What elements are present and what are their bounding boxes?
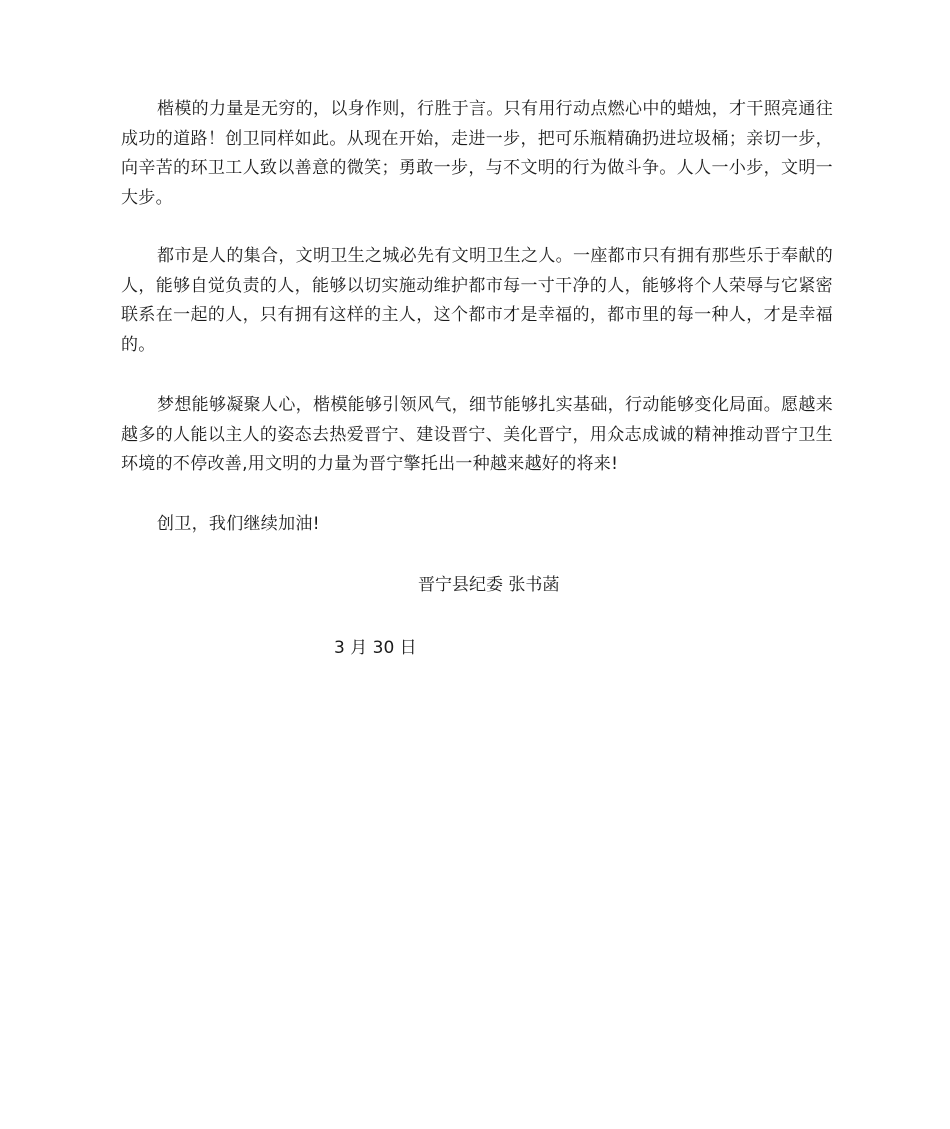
body-paragraph-2: 都市是人的集合，文明卫生之城必先有文明卫生之人。一座都市只有拥有那些乐于奉献的人，能够自觉负责的人，能够以切实施动维护都市每一寸干净的人，能够将个人荣辱与它紧密联系在一起的人，只有拥有这样的主人，这个都市才是幸福的，都市里的每一种人，才是幸福的。 (121, 246, 833, 355)
author-signature: 晋宁县纪委 张书菡 (418, 575, 560, 595)
body-paragraph-1: 楷模的力量是无穷的，以身作则，行胜于言。只有用行动点燃心中的蜡烛，才干照亮通往成功的道路！创卫同样如此。从现在开始，走进一步，把可乐瓶精确扔进垃圾桶；亲切一步，向辛苦的环卫工人致以善意的微笑；勇敢一步，与不文明的行为做斗争。人人一小步，文明一大步。 (121, 99, 833, 208)
body-paragraph-4: 创卫，我们继续加油! (157, 514, 320, 534)
body-paragraph-3: 梦想能够凝聚人心，楷模能够引领风气，细节能够扎实基础，行动能够变化局面。愿越来越多的人能以主人的姿态去热爱晋宁、建设晋宁、美化晋宁，用众志成诚的精神推动晋宁卫生环境的不停改善,用文明的力量为晋宁擎托出一种越来越好的将来! (121, 395, 833, 474)
document-date: 3 月 30 日 (334, 638, 417, 658)
